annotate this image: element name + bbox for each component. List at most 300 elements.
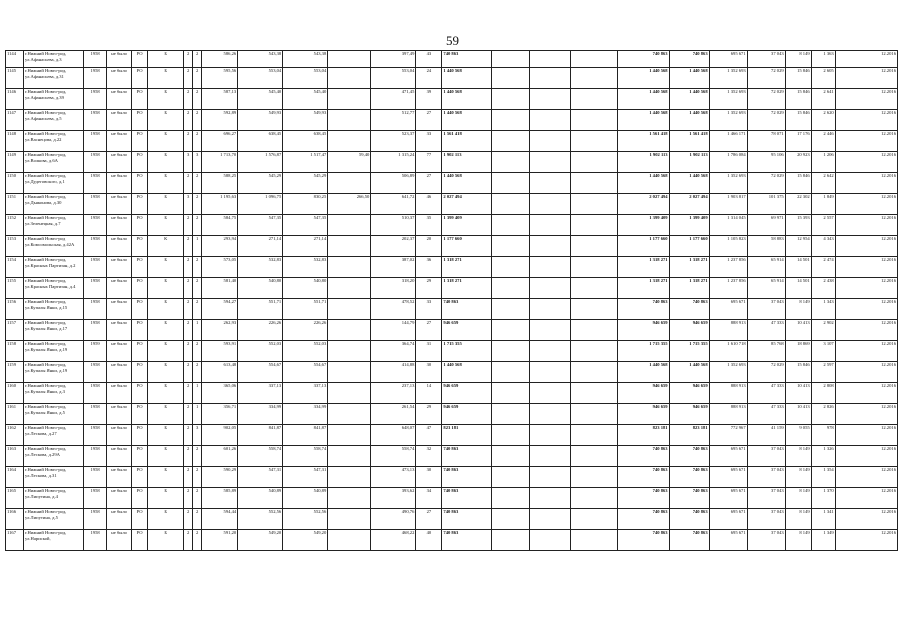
floors-cell: 2 [184, 68, 193, 89]
category-cell: Б [148, 488, 184, 509]
area-total-cell: 595,56 [202, 68, 238, 89]
table-row [6, 425, 898, 446]
floors-cell: 2 [184, 467, 193, 488]
cost-cell: 1 440 568 [442, 362, 492, 383]
row-number: 1151 [6, 194, 24, 215]
table-row [6, 446, 898, 467]
wall-material-cell: РО [132, 236, 148, 257]
wall-material-cell: РО [132, 530, 148, 551]
table-row [6, 110, 898, 131]
year-cell: 1958 [84, 446, 107, 467]
term-cell: 12.2016 [835, 362, 897, 383]
floors-cell: 2 [184, 362, 193, 383]
term-cell: 12.2016 [835, 530, 897, 551]
term-cell: 12.2016 [835, 320, 897, 341]
row-number: 1166 [6, 509, 24, 530]
table-row [6, 509, 898, 530]
area-b-cell: 532,83 [283, 257, 328, 278]
term-cell: 12.2016 [835, 173, 897, 194]
term-cell: 12.2016 [835, 404, 897, 425]
entrances-cell: 2 [193, 110, 202, 131]
area-a-cell: 554,67 [238, 362, 283, 383]
area-a-cell: 540,80 [238, 278, 283, 299]
area-d-cell: 510,37 [371, 215, 416, 236]
year-cell: 1958 [84, 131, 107, 152]
area-total-cell: 590,29 [202, 467, 238, 488]
row-number: 1157 [6, 320, 24, 341]
term-cell: 12.2016 [835, 488, 897, 509]
empty-cell [570, 278, 617, 299]
row-number: 1156 [6, 299, 24, 320]
value5-cell: 10 413 [785, 383, 811, 404]
register-table-body [6, 51, 898, 551]
category-cell: Б [148, 530, 184, 551]
value1-cell: 1 399 409 [617, 215, 669, 236]
row-number: 1155 [6, 278, 24, 299]
area-b-cell: 540,89 [283, 488, 328, 509]
value2-cell: 1 902 113 [669, 152, 709, 173]
area-d-cell: 237,13 [371, 383, 416, 404]
value4-cell: 65 914 [747, 257, 785, 278]
empty-cell [530, 131, 570, 152]
empty-cell [530, 215, 570, 236]
address-cell: г.Нижний Новго-род, ул.Волкова, д.6А [24, 152, 84, 173]
table-row [6, 51, 898, 68]
term-cell: 12.2016 [835, 446, 897, 467]
wall-material-cell: РО [132, 89, 148, 110]
entrances-cell: 2 [193, 278, 202, 299]
entrances-cell: 2 [193, 299, 202, 320]
repair-cell: не было [107, 425, 132, 446]
repair-cell: не было [107, 131, 132, 152]
empty-cell [492, 467, 530, 488]
area-a-cell: 558,74 [238, 446, 283, 467]
area-c-cell [328, 362, 371, 383]
value4-cell: 72 029 [747, 89, 785, 110]
empty-cell [492, 425, 530, 446]
value4-cell: 37 043 [747, 299, 785, 320]
empty-cell [492, 383, 530, 404]
cost-cell: 946 659 [442, 320, 492, 341]
cost-cell: 740 863 [442, 530, 492, 551]
floors-cell: 2 [184, 89, 193, 110]
empty-cell [570, 173, 617, 194]
value6-cell: 2 642 [811, 173, 835, 194]
year-cell: 1958 [84, 152, 107, 173]
repair-cell: не было [107, 341, 132, 362]
value1-cell: 1 318 271 [617, 257, 669, 278]
value3-cell: 1 352 693 [709, 362, 747, 383]
floors-cell: 2 [184, 236, 193, 257]
year-cell: 1958 [84, 110, 107, 131]
term-cell: 12.2016 [835, 383, 897, 404]
empty-cell [570, 404, 617, 425]
entrances-cell: 2 [193, 467, 202, 488]
cost-cell: 1 440 568 [442, 68, 492, 89]
value1-cell: 2 027 494 [617, 194, 669, 215]
value5-cell: 8 149 [785, 509, 811, 530]
area-d-cell: 506,89 [371, 173, 416, 194]
value2-cell: 1 177 660 [669, 236, 709, 257]
term-cell: 12.2016 [835, 152, 897, 173]
value1-cell: 1 318 271 [617, 278, 669, 299]
entrances-cell: 2 [193, 488, 202, 509]
area-c-cell [328, 488, 371, 509]
term-cell: 12.2016 [835, 215, 897, 236]
area-a-cell: 271,14 [238, 236, 283, 257]
area-a-cell: 553,04 [238, 68, 283, 89]
area-total-cell: 356,71 [202, 404, 238, 425]
value3-cell: 1 105 823 [709, 236, 747, 257]
table-row [6, 467, 898, 488]
value3-cell: 772 967 [709, 425, 747, 446]
area-c-cell [328, 110, 371, 131]
value5-cell: 15 846 [785, 110, 811, 131]
term-cell: 12.2016 [835, 236, 897, 257]
floors-cell: 2 [184, 341, 193, 362]
value5-cell: 15 846 [785, 173, 811, 194]
area-b-cell: 552,56 [283, 509, 328, 530]
row-number: 1167 [6, 530, 24, 551]
empty-cell [530, 320, 570, 341]
year-cell: 1958 [84, 215, 107, 236]
cost-cell: 1 440 568 [442, 110, 492, 131]
area-b-cell: 551,71 [283, 299, 328, 320]
value2-cell: 2 027 494 [669, 194, 709, 215]
residents-cell: 43 [416, 51, 442, 68]
repair-cell: не было [107, 446, 132, 467]
term-cell: 12.2016 [835, 257, 897, 278]
category-cell: Б [148, 404, 184, 425]
floors-cell: 2 [184, 215, 193, 236]
repair-cell: не было [107, 320, 132, 341]
term-cell: 12.2016 [835, 194, 897, 215]
category-cell: Б [148, 446, 184, 467]
value2-cell: 1 440 568 [669, 110, 709, 131]
table-row [6, 152, 898, 173]
area-a-cell: 543,38 [238, 51, 283, 68]
cost-cell: 740 863 [442, 446, 492, 467]
wall-material-cell: РО [132, 341, 148, 362]
value1-cell: 740 863 [617, 509, 669, 530]
residents-cell: 31 [416, 341, 442, 362]
value6-cell: 978 [811, 425, 835, 446]
empty-cell [530, 425, 570, 446]
area-total-cell: 365,06 [202, 383, 238, 404]
floors-cell: 3 [184, 152, 193, 173]
value1-cell: 946 659 [617, 404, 669, 425]
area-d-cell: 318,20 [371, 278, 416, 299]
empty-cell [530, 152, 570, 173]
wall-material-cell: РО [132, 68, 148, 89]
address-cell: г.Нижний Новго-род, ул.Афанасьева, д.5 [24, 110, 84, 131]
value3-cell: 695 671 [709, 467, 747, 488]
cost-cell: 1 561 418 [442, 131, 492, 152]
area-c-cell [328, 236, 371, 257]
value1-cell: 1 440 568 [617, 89, 669, 110]
area-a-cell: 334,99 [238, 404, 283, 425]
area-c-cell: 266,50 [328, 194, 371, 215]
area-d-cell: 558,74 [371, 446, 416, 467]
value4-cell: 72 029 [747, 68, 785, 89]
category-cell: Б [148, 278, 184, 299]
value3-cell: 888 913 [709, 404, 747, 425]
register-table [5, 50, 898, 551]
address-cell: г.Нижний Новго-род, ул.Купалы Янки, д.19 [24, 362, 84, 383]
term-cell: 12.2016 [835, 341, 897, 362]
value1-cell: 740 863 [617, 488, 669, 509]
area-total-cell: 594,27 [202, 299, 238, 320]
wall-material-cell: РО [132, 446, 148, 467]
value6-cell: 2 808 [811, 383, 835, 404]
value1-cell: 1 561 418 [617, 131, 669, 152]
entrances-cell: 2 [193, 89, 202, 110]
term-cell: 12.2016 [835, 89, 897, 110]
empty-cell [570, 236, 617, 257]
area-b-cell: 543,38 [283, 51, 328, 68]
empty-cell [570, 446, 617, 467]
empty-cell [530, 257, 570, 278]
entrances-cell: 1 [193, 320, 202, 341]
area-b-cell: 549,20 [283, 530, 328, 551]
value5-cell: 8 149 [785, 467, 811, 488]
residents-cell: 14 [416, 383, 442, 404]
area-a-cell: 532,83 [238, 257, 283, 278]
row-number: 1158 [6, 341, 24, 362]
empty-cell [492, 236, 530, 257]
wall-material-cell: РО [132, 383, 148, 404]
repair-cell: не было [107, 68, 132, 89]
category-cell: Б [148, 299, 184, 320]
value1-cell: 946 659 [617, 383, 669, 404]
entrances-cell: 2 [193, 530, 202, 551]
row-number: 1153 [6, 236, 24, 257]
repair-cell: не было [107, 110, 132, 131]
repair-cell: не было [107, 215, 132, 236]
value6-cell: 1 363 [811, 51, 835, 68]
value6-cell: 4 343 [811, 236, 835, 257]
empty-cell [530, 530, 570, 551]
area-a-cell: 549,20 [238, 530, 283, 551]
value1-cell: 1 177 660 [617, 236, 669, 257]
area-b-cell: 545,40 [283, 89, 328, 110]
wall-material-cell: РО [132, 131, 148, 152]
empty-cell [530, 341, 570, 362]
empty-cell [570, 257, 617, 278]
table-row [6, 236, 898, 257]
row-number: 1159 [6, 362, 24, 383]
entrances-cell: 2 [193, 362, 202, 383]
address-cell: г.Нижний Новго-род, ул.Липутина, д.5 [24, 509, 84, 530]
wall-material-cell: РО [132, 488, 148, 509]
residents-cell: 27 [416, 110, 442, 131]
wall-material-cell: РО [132, 467, 148, 488]
value6-cell: 2 474 [811, 257, 835, 278]
area-c-cell [328, 320, 371, 341]
value5-cell: 15 393 [785, 215, 811, 236]
value4-cell: 47 333 [747, 404, 785, 425]
area-b-cell: 540,80 [283, 278, 328, 299]
value4-cell: 72 029 [747, 110, 785, 131]
category-cell: Б [148, 131, 184, 152]
table-row [6, 68, 898, 89]
empty-cell [530, 488, 570, 509]
cost-cell: 740 863 [442, 509, 492, 530]
area-b-cell: 549,93 [283, 110, 328, 131]
table-row [6, 257, 898, 278]
empty-cell [530, 404, 570, 425]
area-total-cell: 594,44 [202, 509, 238, 530]
area-c-cell [328, 383, 371, 404]
value6-cell: 1 341 [811, 509, 835, 530]
row-number: 1164 [6, 467, 24, 488]
area-d-cell: 553,04 [371, 68, 416, 89]
table-row [6, 131, 898, 152]
value3-cell: 695 671 [709, 530, 747, 551]
wall-material-cell: РО [132, 51, 148, 68]
entrances-cell: 2 [193, 257, 202, 278]
wall-material-cell: РО [132, 320, 148, 341]
value1-cell: 740 863 [617, 446, 669, 467]
value5-cell: 8 149 [785, 488, 811, 509]
empty-cell [570, 509, 617, 530]
area-c-cell [328, 467, 371, 488]
table-row [6, 341, 898, 362]
value1-cell: 1 440 568 [617, 362, 669, 383]
empty-cell [530, 446, 570, 467]
empty-cell [492, 173, 530, 194]
area-b-cell: 545,29 [283, 173, 328, 194]
wall-material-cell: РО [132, 173, 148, 194]
table-row [6, 530, 898, 551]
value4-cell: 101 375 [747, 194, 785, 215]
floors-cell: 2 [184, 488, 193, 509]
value3-cell: 695 671 [709, 446, 747, 467]
address-cell: г.Нижний Новго-род, ул.Купалы Янки, д.5 [24, 404, 84, 425]
entrances-cell: 2 [193, 194, 202, 215]
value5-cell: 15 846 [785, 89, 811, 110]
year-cell: 1958 [84, 509, 107, 530]
repair-cell: не было [107, 173, 132, 194]
table-row [6, 320, 898, 341]
cost-cell: 946 659 [442, 404, 492, 425]
category-cell: Б [148, 257, 184, 278]
category-cell: Б [148, 425, 184, 446]
year-cell: 1958 [84, 51, 107, 68]
empty-cell [492, 299, 530, 320]
value6-cell: 1 370 [811, 488, 835, 509]
cost-cell: 740 863 [442, 488, 492, 509]
category-cell: Б [148, 320, 184, 341]
wall-material-cell: РО [132, 110, 148, 131]
value3-cell: 1 903 817 [709, 194, 747, 215]
area-total-cell: 262,93 [202, 320, 238, 341]
value2-cell: 740 863 [669, 299, 709, 320]
value3-cell: 695 671 [709, 299, 747, 320]
area-total-cell: 581,40 [202, 278, 238, 299]
wall-material-cell: РО [132, 194, 148, 215]
year-cell: 1958 [84, 299, 107, 320]
category-cell: Б [148, 68, 184, 89]
value2-cell: 740 863 [669, 446, 709, 467]
year-cell: 1958 [84, 278, 107, 299]
value4-cell: 69 971 [747, 215, 785, 236]
residents-cell: 47 [416, 425, 442, 446]
area-a-cell: 1 096,75 [238, 194, 283, 215]
area-c-cell [328, 530, 371, 551]
value2-cell: 740 863 [669, 530, 709, 551]
value1-cell: 946 659 [617, 320, 669, 341]
value1-cell: 740 863 [617, 51, 669, 68]
row-number: 1149 [6, 152, 24, 173]
residents-cell: 24 [416, 68, 442, 89]
year-cell: 1958 [84, 383, 107, 404]
table-row [6, 194, 898, 215]
value4-cell: 37 043 [747, 530, 785, 551]
area-d-cell: 261,54 [371, 404, 416, 425]
floors-cell: 3 [184, 194, 193, 215]
value6-cell: 1 849 [811, 194, 835, 215]
area-d-cell: 648,07 [371, 425, 416, 446]
area-d-cell: 490,76 [371, 509, 416, 530]
area-a-cell: 226,26 [238, 320, 283, 341]
empty-cell [492, 446, 530, 467]
address-cell: г.Нижний Новго-род, ул.Дудеговского, д.1 [24, 173, 84, 194]
repair-cell: не было [107, 509, 132, 530]
area-c-cell [328, 89, 371, 110]
entrances-cell: 2 [193, 215, 202, 236]
repair-cell: не было [107, 194, 132, 215]
repair-cell: не было [107, 467, 132, 488]
area-b-cell: 638,45 [283, 131, 328, 152]
floors-cell: 2 [184, 320, 193, 341]
residents-cell: 35 [416, 215, 442, 236]
value5-cell: 8 149 [785, 299, 811, 320]
area-d-cell: 144,79 [371, 320, 416, 341]
area-a-cell: 547,35 [238, 215, 283, 236]
address-cell: г.Нижний Новго-род, ул.Афанасьева, д.39 [24, 89, 84, 110]
address-cell: г.Нижний Новго-род, ул.Красных Партизан, д.2 [24, 257, 84, 278]
empty-cell [492, 278, 530, 299]
area-total-cell: 573,05 [202, 257, 238, 278]
area-d-cell: 471,45 [371, 89, 416, 110]
empty-cell [492, 509, 530, 530]
area-c-cell [328, 299, 371, 320]
residents-cell: 46 [416, 194, 442, 215]
floors-cell: 2 [184, 446, 193, 467]
cost-cell: 1 715 355 [442, 341, 492, 362]
value2-cell: 1 440 568 [669, 362, 709, 383]
repair-cell: не было [107, 51, 132, 68]
value2-cell: 1 440 568 [669, 173, 709, 194]
value5-cell: 9 055 [785, 425, 811, 446]
area-total-cell: 293,94 [202, 236, 238, 257]
value6-cell: 2 826 [811, 404, 835, 425]
page-number: 59 [446, 33, 459, 48]
value2-cell: 823 181 [669, 425, 709, 446]
area-c-cell [328, 446, 371, 467]
year-cell: 1958 [84, 257, 107, 278]
entrances-cell: 3 [193, 425, 202, 446]
empty-cell [530, 509, 570, 530]
value6-cell: 2 557 [811, 215, 835, 236]
entrances-cell: 1 [193, 236, 202, 257]
wall-material-cell: РО [132, 278, 148, 299]
address-cell: г.Нижний Новго-род, ул.Купалы Янки, д.3 [24, 383, 84, 404]
table-row [6, 404, 898, 425]
empty-cell [492, 215, 530, 236]
value1-cell: 1 440 568 [617, 68, 669, 89]
